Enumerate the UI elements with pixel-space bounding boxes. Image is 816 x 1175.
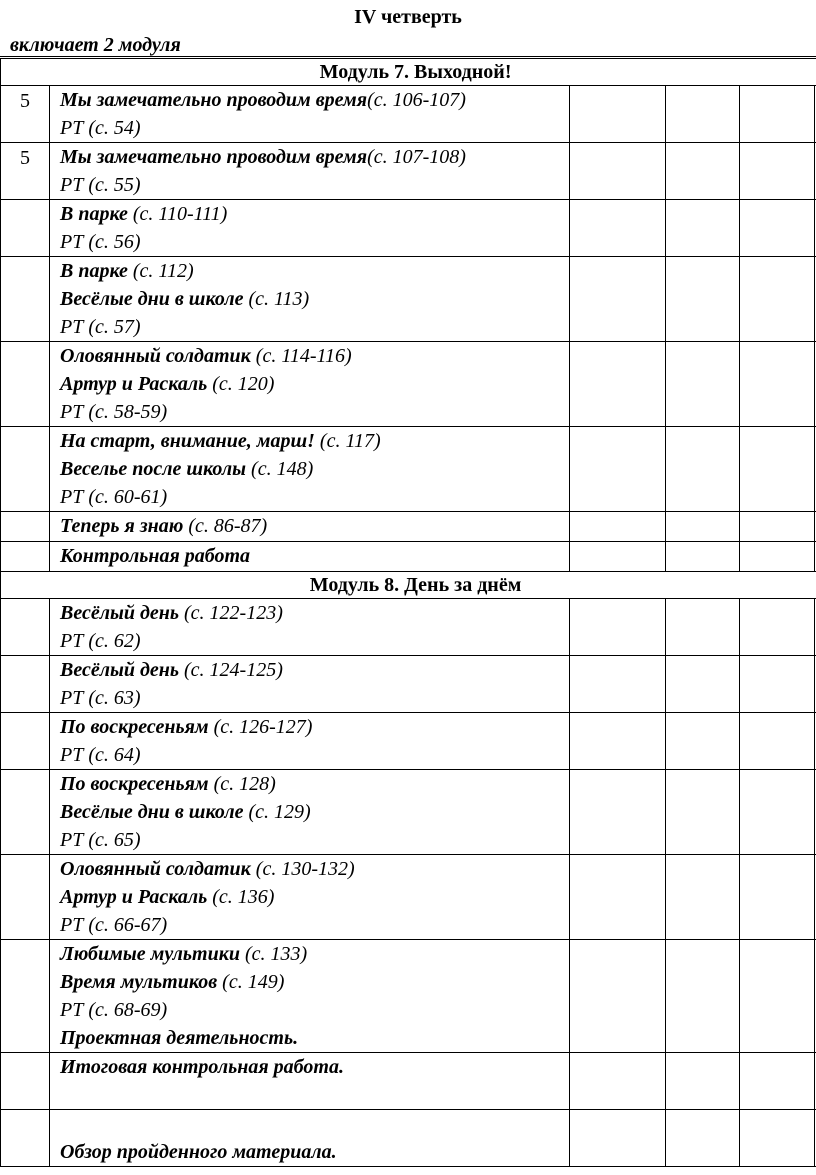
lesson-number: 5 [1,143,50,200]
empty-cell [570,86,666,143]
table-row [1,257,816,342]
topic-pages: (с. 129) [243,801,311,823]
lesson-topic [50,342,570,427]
lesson-number [1,200,50,257]
empty-cell [666,656,740,713]
empty-cell [740,713,815,770]
topic-pages: (с. 114-116) [250,345,352,367]
topic-title: Время мультиков [60,971,218,993]
empty-cell [570,143,666,200]
topic-title: В парке [60,260,128,282]
topic-pages: (с. 149) [217,971,285,993]
lesson-topic [50,427,570,512]
topic-title: Оловянный солдатик [60,858,251,880]
topic-line [60,1081,569,1109]
topic-line [60,171,569,199]
topic-pages: РТ (с. 55) [60,174,141,196]
lesson-number [1,855,50,940]
topic-line [60,826,569,854]
topic-line [60,257,569,285]
table-row [1,656,816,713]
lesson-number [1,940,50,1053]
topic-line [60,285,569,313]
topic-pages: РТ (с. 60-61) [60,486,168,508]
empty-cell [740,143,815,200]
empty-cell [666,542,740,572]
topic-title: Любимые мультики [60,943,240,965]
topic-line [60,770,569,798]
lesson-number: 5 [1,86,50,143]
topic-title: Веселье после школы [60,458,247,480]
lesson-number [1,1110,50,1167]
module-header-row [1,572,816,599]
topic-pages: (с. 86-87) [183,515,268,537]
empty-cell [666,940,740,1053]
lesson-topic [50,542,570,572]
topic-pages: РТ (с. 58-59) [60,401,168,423]
empty-cell [570,1110,666,1167]
divider [0,56,816,57]
empty-cell [740,940,815,1053]
topic-pages: (с. 112) [127,260,194,282]
empty-cell [666,257,740,342]
table-row [1,770,816,855]
topic-pages: (с. 110-111) [127,203,228,225]
empty-cell [666,1053,740,1110]
lesson-number [1,342,50,427]
topic-pages: РТ (с. 63) [60,687,141,709]
topic-title: Проектная деятельность. [60,1027,299,1049]
topic-line [60,627,569,655]
topic-line [60,1110,569,1138]
topic-pages: (с. 133) [240,943,308,965]
empty-cell [740,257,815,342]
topic-pages: РТ (с. 66-67) [60,914,168,936]
table-row [1,200,816,257]
lesson-number [1,1053,50,1110]
empty-cell [740,1110,815,1167]
topic-title: Теперь я знаю [60,515,184,537]
empty-cell [740,86,815,143]
topic-line [60,512,569,540]
topic-pages: (с. 122-123) [179,602,283,624]
lesson-topic [50,86,570,143]
topic-line [60,911,569,939]
empty-cell [740,656,815,713]
empty-cell [666,770,740,855]
table-row [1,342,816,427]
table-row [1,1053,816,1110]
topic-title: Артур и Раскаль [60,886,208,908]
topic-line [60,741,569,769]
lesson-number [1,599,50,656]
empty-cell [740,855,815,940]
topic-line [60,713,569,741]
module-title: Модуль 7. Выходной! [1,59,816,86]
empty-cell [570,770,666,855]
empty-cell [666,855,740,940]
topic-pages: РТ (с. 54) [60,117,141,139]
topic-line [60,86,569,114]
topic-line [60,398,569,426]
topic-line [60,656,569,684]
topic-title: Весёлые дни в школе [60,801,244,823]
empty-cell [740,200,815,257]
lesson-topic [50,940,570,1053]
topic-pages: (с. 124-125) [179,659,283,681]
empty-cell [570,1053,666,1110]
empty-cell [666,512,740,542]
lesson-topic [50,143,570,200]
topic-line [60,883,569,911]
topic-title: Мы замечательно проводим время [60,89,368,111]
topic-line [60,968,569,996]
table-row [1,86,816,143]
table-row [1,1110,816,1167]
empty-cell [740,427,815,512]
empty-cell [570,512,666,542]
module-title: Модуль 8. День за днём [1,572,816,599]
empty-cell [570,200,666,257]
lesson-number [1,427,50,512]
lesson-number [1,542,50,572]
lesson-number [1,656,50,713]
topic-pages: (с. 126-127) [208,716,313,738]
topic-line [60,114,569,142]
table-row [1,427,816,512]
lesson-topic [50,855,570,940]
empty-cell [666,86,740,143]
lesson-number [1,257,50,342]
topic-pages: РТ (с. 68-69) [60,999,168,1021]
topic-title: Артур и Раскаль [60,373,208,395]
topic-line [60,455,569,483]
topic-pages: РТ (с. 56) [60,231,141,253]
topic-line [60,996,569,1024]
topic-line [60,483,569,511]
topic-line [60,684,569,712]
topic-title: Весёлый день [60,602,180,624]
table-row [1,143,816,200]
module-header-row [1,59,816,86]
lesson-topic [50,200,570,257]
table-row [1,940,816,1053]
empty-cell [570,542,666,572]
topic-line [60,940,569,968]
empty-cell [570,257,666,342]
empty-cell [666,1110,740,1167]
topic-line [60,143,569,171]
topic-pages: РТ (с. 65) [60,829,141,851]
empty-cell [570,855,666,940]
empty-cell [666,200,740,257]
lesson-topic [50,713,570,770]
empty-cell [740,599,815,656]
table-row [1,542,816,572]
topic-line [60,228,569,256]
table-row [1,599,816,656]
topic-line [60,1024,569,1052]
lesson-number [1,713,50,770]
topic-pages: (с. 130-132) [250,858,355,880]
empty-cell [666,713,740,770]
empty-cell [666,427,740,512]
topic-line [60,200,569,228]
topic-pages: РТ (с. 62) [60,630,141,652]
topic-pages: (с. 117) [314,430,381,452]
empty-cell [570,342,666,427]
topic-title: По воскресеньям [60,773,209,795]
topic-line [60,1138,569,1166]
topic-pages: (с. 107-108) [367,146,466,168]
topic-line [60,313,569,341]
lesson-topic [50,656,570,713]
topic-title: В парке [60,203,128,225]
empty-cell [740,1053,815,1110]
table-row [1,855,816,940]
topic-pages: (с. 128) [208,773,276,795]
topic-title: Итоговая контрольная работа. [60,1056,344,1078]
empty-cell [666,599,740,656]
lesson-topic [50,599,570,656]
empty-cell [740,342,815,427]
empty-cell [570,713,666,770]
empty-cell [570,940,666,1053]
topic-title: Весёлый день [60,659,180,681]
lesson-topic [50,770,570,855]
topic-line [60,342,569,370]
topic-line [60,599,569,627]
topic-line [60,542,569,570]
topic-title: Мы замечательно проводим время [60,146,368,168]
lesson-topic [50,512,570,542]
modules-note: включает 2 модуля [10,34,181,56]
topic-title: Весёлые дни в школе [60,288,244,310]
topic-pages: РТ (с. 64) [60,744,141,766]
table-row [1,713,816,770]
topic-pages: (с. 106-107) [367,89,466,111]
empty-cell [666,143,740,200]
empty-cell [666,342,740,427]
topic-title: Обзор пройденного материала. [60,1141,337,1163]
topic-pages: (с. 113) [243,288,310,310]
topic-title: Контрольная работа [60,545,251,567]
quarter-title: IV четверть [354,6,462,28]
empty-cell [740,512,815,542]
lesson-topic [50,257,570,342]
topic-title: На старт, внимание, марш! [60,430,315,452]
empty-cell [570,427,666,512]
lesson-topic [50,1110,570,1167]
topic-pages: (с. 136) [207,886,275,908]
empty-cell [740,770,815,855]
topic-title: По воскресеньям [60,716,209,738]
topic-pages: (с. 120) [207,373,275,395]
table-row [1,512,816,542]
empty-cell [570,599,666,656]
topic-pages: РТ (с. 57) [60,316,141,338]
topic-pages: (с. 148) [246,458,314,480]
topic-title: Оловянный солдатик [60,345,251,367]
lesson-topic [50,1053,570,1110]
empty-cell [570,656,666,713]
lesson-plan-table [0,58,816,1167]
empty-cell [740,542,815,572]
topic-line [60,370,569,398]
topic-line [60,427,569,455]
topic-line [60,1053,569,1081]
topic-line [60,855,569,883]
lesson-number [1,770,50,855]
topic-line [60,798,569,826]
lesson-number [1,512,50,542]
